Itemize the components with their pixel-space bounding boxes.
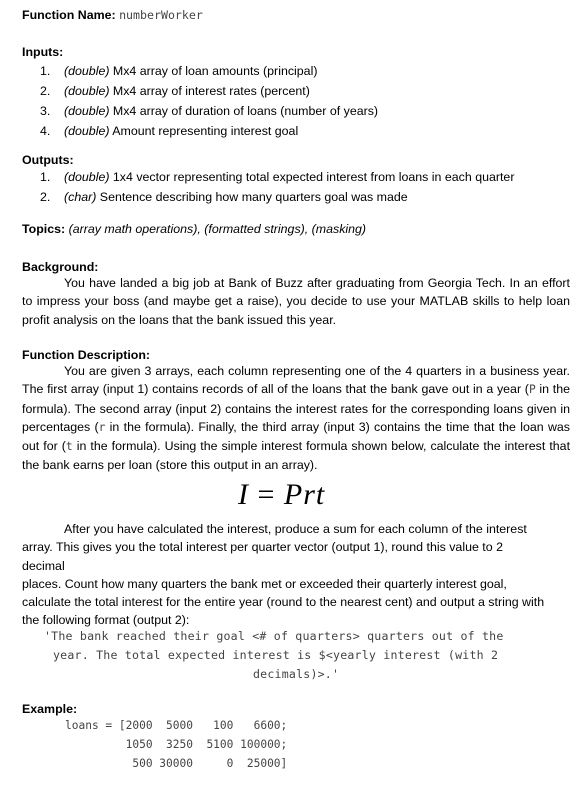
topics-line — [22, 222, 366, 236]
outputs-list — [40, 167, 514, 207]
var-r: r — [98, 420, 106, 434]
example-heading: Example: — [22, 702, 78, 716]
topics-text: (array math operations), (formatted strings), (masking) — [65, 222, 367, 236]
example-code-line: loans = [2000 5000 100 6600; — [65, 719, 288, 732]
example-code-line: 500 30000 0 25000] — [65, 757, 288, 770]
format-string-line-1: 'The bank reached their goal <# of quarters> quarters out of the — [44, 629, 504, 643]
description-paragraph-2: After you have calculated the interest, produce a sum for each column of the interest array. This gives you the total interest per quarter vector (output 1), round this value to 2 decimal places. Count how many quarters the bank met or exceeded their quarterly interest goal, calculate the total interest for the entire year (round to the nearest cent) and output a string with the following format (output 2): — [22, 522, 545, 628]
background-heading: Background: — [22, 260, 99, 274]
interest-formula: I = Prt — [238, 478, 326, 511]
var-p: P — [528, 383, 536, 397]
list-item: 1. (double) 1x4 vector representing total expected interest from loans in each quarter — [40, 170, 515, 184]
description-heading: Function Description: — [22, 348, 151, 362]
inputs-heading: Inputs: — [22, 45, 64, 59]
function-name-label: Function Name: — [22, 8, 116, 22]
list-item: 2. (double) Mx4 array of interest rates (percent) — [40, 84, 310, 98]
format-string-line-3: decimals)>.' — [253, 667, 340, 681]
example-code-line: 1050 3250 5100 100000; — [65, 738, 288, 751]
list-item: 4. (double) Amount representing interest goal — [40, 124, 299, 138]
topics-label: Topics: — [22, 222, 66, 236]
inputs-list — [40, 61, 378, 141]
function-name-value: numberWorker — [119, 8, 203, 22]
list-item: 2. (char) Sentence describing how many quarters goal was made — [40, 190, 408, 204]
format-string-line-2: year. The total expected interest is $<yearly interest (with 2 — [53, 648, 499, 662]
list-item: 3. (double) Mx4 array of duration of loans (number of years) — [40, 104, 379, 118]
background-paragraph: You have landed a big job at Bank of Buzz after graduating from Georgia Tech. In an effort to impress your boss (and maybe get a raise), you decide to use your MATLAB skills to help loan profit analysis on the loans that the bank issued this year. — [22, 276, 570, 327]
description-paragraph: You are given 3 arrays, each column representing one of the 4 quarters in a business year. The first array (input 1) contains records of all of the loans that the bank gave out in a year (P in the formula). The second array (input 2) contains the interest rates for the corresponding loans given in percentages (r in the formula). Finally, the third array (input 3) contains the time that the loan was out for (t in the formula). Using the simple interest formula shown below, calculate the interest that the bank earns per loan (store this output in an array). — [22, 364, 571, 473]
outputs-heading: Outputs: — [22, 153, 74, 167]
var-t: t — [65, 440, 73, 454]
list-item: 1. (double) Mx4 array of loan amounts (principal) — [40, 64, 318, 78]
function-name-line — [22, 8, 203, 22]
